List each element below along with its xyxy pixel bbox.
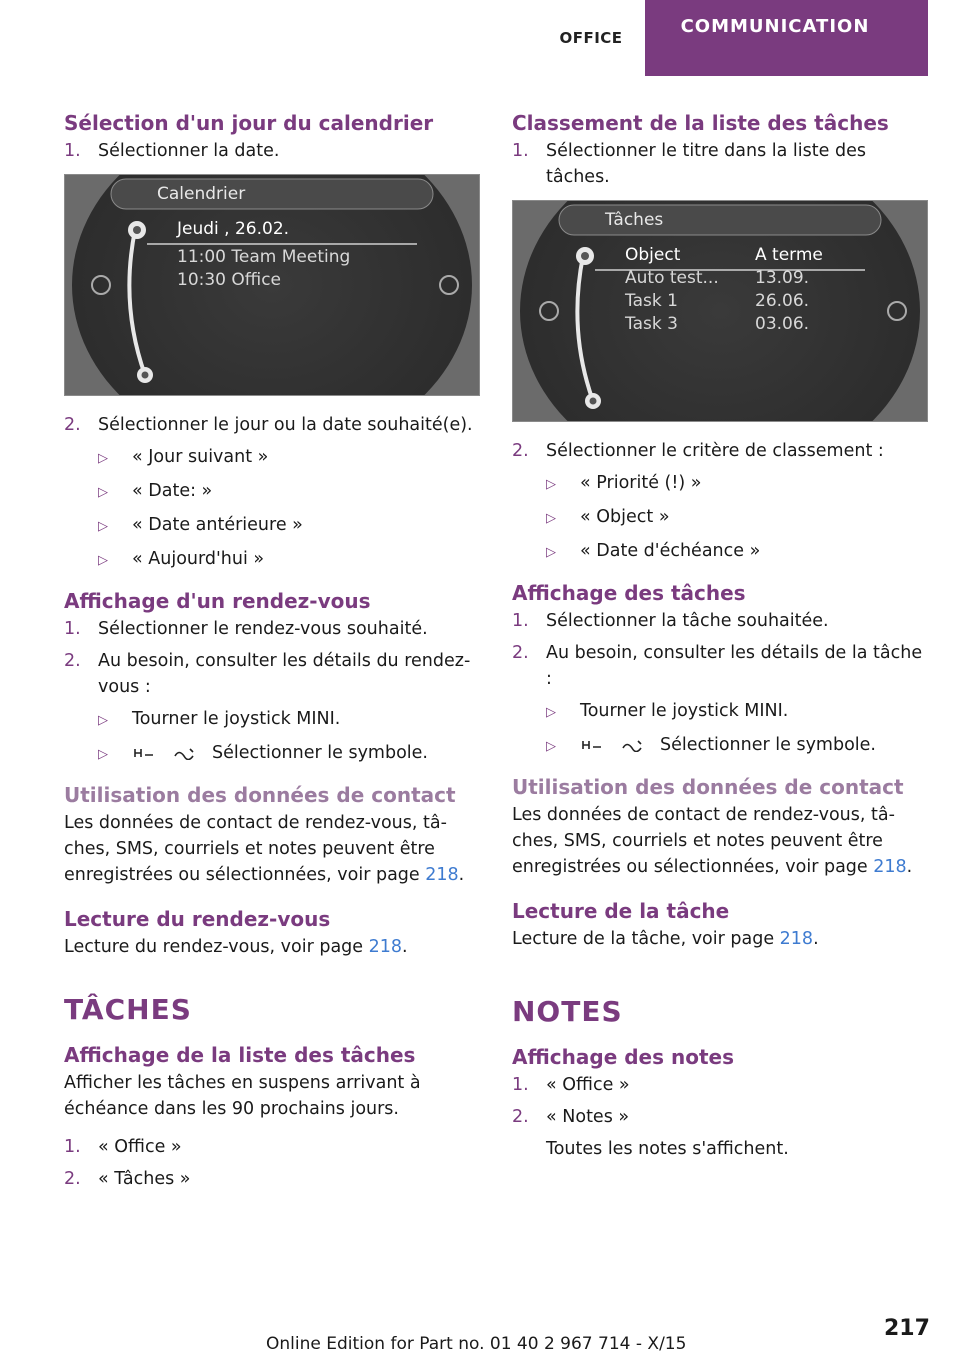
option-list <box>546 698 930 760</box>
screen-row-date: 26.06. <box>755 291 810 311</box>
section-title-show-tasks: Affichage des tâches <box>512 581 746 605</box>
section-title-select-day: Sélection d'un jour du calendrier <box>64 111 434 135</box>
contact-symbol-icon <box>132 746 156 760</box>
list-item: 2. Au besoin, consulter les détails du rendez-vous : <box>64 651 471 697</box>
section-title-task-list: Affichage de la liste des tâches <box>64 1043 416 1067</box>
screen-row: 10:30 Office <box>177 270 282 290</box>
list-item: 1. Sélectionner le rendez-vous souhaité. <box>64 619 428 639</box>
screen-row: Task 1 <box>625 291 678 311</box>
list-item: 2. « Notes » <box>512 1107 630 1127</box>
tab-office[interactable] <box>540 0 642 76</box>
list-item: 1. « Office » <box>64 1137 182 1157</box>
section-title-show-notes: Affichage des notes <box>512 1045 734 1069</box>
screen-row: Auto test... <box>625 268 719 288</box>
chapter-title-notes: NOTES <box>512 995 623 1028</box>
list-item: 1. Sélectionner la tâche souhaitée. <box>512 611 829 631</box>
list-item: ▷ Tourner le joystick MINI. <box>98 709 341 729</box>
section-title-contact-data: Utilisation des données de contact <box>64 783 456 807</box>
tasks-screen <box>512 200 928 422</box>
section-title-contact-data: Utilisation des données de contact <box>512 775 904 799</box>
read-appointment-text: Lecture du rendez-vous, voir page 218. <box>64 937 408 957</box>
page-link[interactable]: 218 <box>368 937 403 957</box>
section-title-read-appointment: Lecture du rendez-vous <box>64 907 331 931</box>
list-item: ▷ « Priorité (!) » <box>546 473 702 493</box>
list-item: ▷ Tourner le joystick MINI. <box>546 701 789 721</box>
option-list <box>98 706 482 768</box>
section-title-read-task: Lecture de la tâche <box>512 899 730 923</box>
page-number: 217 <box>884 1316 930 1341</box>
tab-communication-label: COMMUNICATION <box>680 15 870 37</box>
contact-symbol-icon <box>580 738 604 752</box>
option-list <box>98 444 482 574</box>
page-link[interactable]: 218 <box>779 929 814 949</box>
list-item: ▷ Sélectionner le symbole. <box>98 743 428 763</box>
tab-communication-label-box <box>645 0 905 52</box>
task-list-text: Afficher les tâches en suspens arrivant à échéance dans les 90 prochains jours. <box>64 1073 421 1119</box>
section-title-show-appointment: Affichage d'un rendez-vous <box>64 589 371 613</box>
contact-data-text: Les données de contact de rendez-vous, tâches, SMS, courriels et notes peuvent être enregistrées ou sélectionnées, voir page 218. <box>64 813 465 885</box>
screen-header-object: Object <box>625 245 681 265</box>
screen-row: 11:00 Team Meeting <box>177 247 351 267</box>
screen-row-date: 13.09. <box>755 268 810 288</box>
list-item: ▷ Sélectionner le symbole. <box>546 735 876 755</box>
list-item: 2. Sélectionner le critère de classement : <box>512 441 884 461</box>
list-item: ▷ « Aujourd'hui » <box>98 549 265 569</box>
list-item: 1. « Office » <box>512 1075 630 1095</box>
details-symbol-icon <box>620 738 644 752</box>
screen-header-due: A terme <box>755 245 823 265</box>
list-item: 2. « Tâches » <box>64 1169 191 1189</box>
list-item: 1. Sélectionner le titre dans la liste des tâches. <box>512 141 866 187</box>
read-task-text: Lecture de la tâche, voir page 218. <box>512 929 819 949</box>
screen-frame <box>513 201 927 421</box>
option-list <box>546 470 930 566</box>
page-link[interactable]: 218 <box>425 865 459 885</box>
tasks-screen-title: Tâches <box>605 210 664 230</box>
list-item: 2. Au besoin, consulter les détails de la tâche : <box>512 643 923 689</box>
list-item: ▷ « Date d'échéance » <box>546 541 761 561</box>
section-title-sort-tasks: Classement de la liste des tâches <box>512 111 889 135</box>
tab-communication-bar <box>645 52 928 76</box>
tab-office-label: OFFICE <box>559 29 623 47</box>
list-item: Toutes les notes s'affichent. <box>546 1139 789 1159</box>
screen-row: Task 3 <box>625 314 678 334</box>
calendar-screen <box>64 174 480 396</box>
list-item: ▷ « Date antérieure » <box>98 515 303 535</box>
footer-edition: Online Edition for Part no. 01 40 2 967 714 - X/15 <box>266 1334 687 1354</box>
left-column <box>64 108 482 1198</box>
list-item: ▷ « Jour suivant » <box>98 447 269 467</box>
screen-row: Jeudi , 26.02. <box>177 219 290 239</box>
list-item: ▷ « Date: » <box>98 481 213 501</box>
details-symbol-icon <box>172 746 196 760</box>
list-item: ▷ « Object » <box>546 507 670 527</box>
contact-data-text: Les données de contact de rendez-vous, tâches, SMS, courriels et notes peuvent être enregistrées ou sélectionnées, voir page 218. <box>512 805 913 877</box>
chapter-title-tasks: TÂCHES <box>64 993 192 1026</box>
page-link[interactable]: 218 <box>873 857 907 877</box>
calendar-screen-title: Calendrier <box>157 184 246 204</box>
list-item: 1. Sélectionner la date. <box>64 141 280 161</box>
screen-row-date: 03.06. <box>755 314 810 334</box>
right-column <box>512 108 930 1168</box>
list-item: 2. Sélectionner le jour ou la date souhaité(e). <box>64 415 473 435</box>
